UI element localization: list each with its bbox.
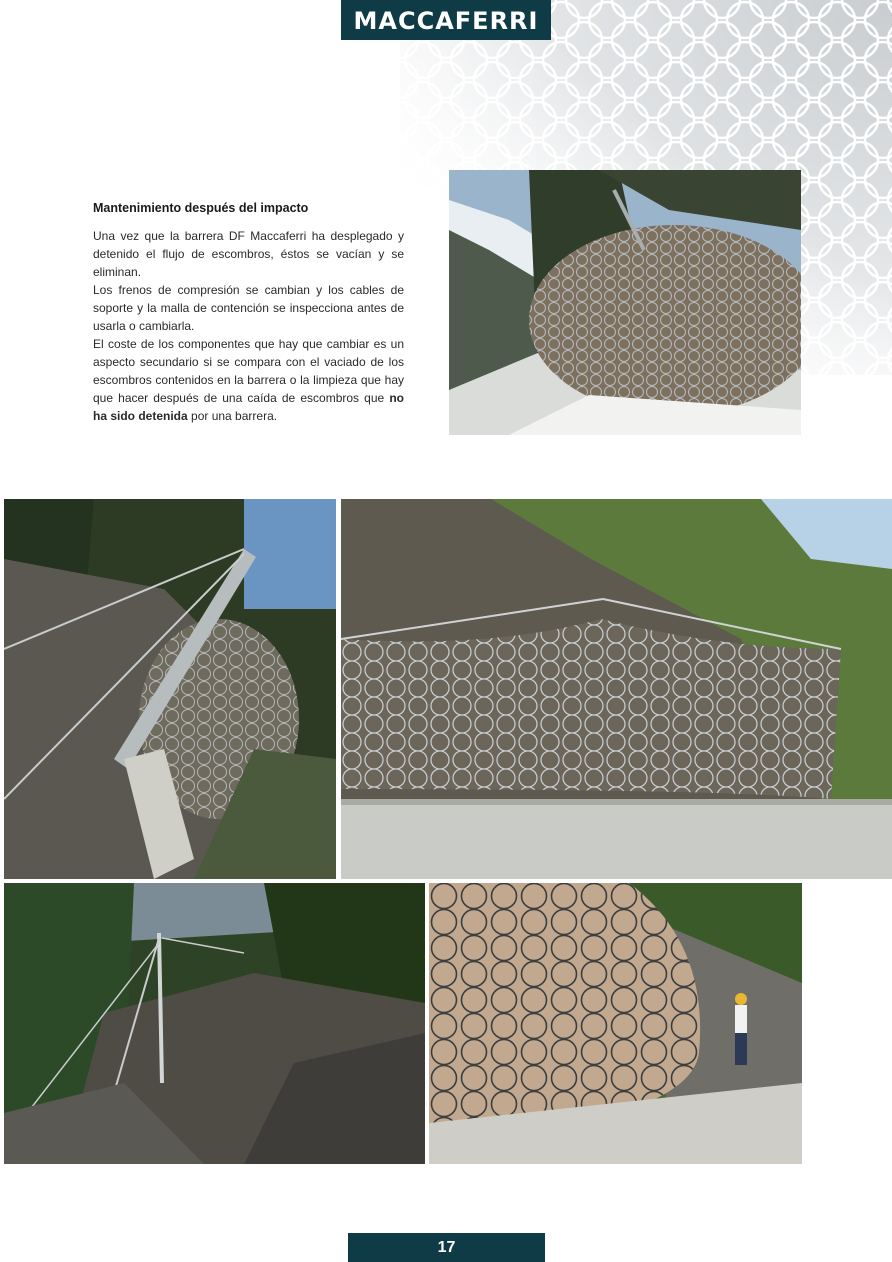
paragraph-2: Los frenos de compresión se cambian y los cables de soporte y la malla de contención se inspecciona antes de usarla o cambiarla.	[93, 283, 404, 333]
paragraph-1: Una vez que la barrera DF Maccaferri ha desplegado y detenido el flujo de escombros, éstos se vacían y se eliminan.	[93, 229, 404, 279]
paragraph-3	[93, 335, 404, 425]
maccaferri-logo: MACCAFERRI	[341, 0, 551, 40]
paragraph-3-end: por una barrera.	[187, 409, 278, 423]
photo-filled-barrier-snow	[449, 170, 801, 435]
paragraph-3-start: El coste de los componentes que hay que cambiar es un aspecto secundario si se compara con el vaciado de los escombros contenidos en la barrera o la limpieza que hay que hacer después de una caída de escombros que	[93, 337, 404, 405]
photo-barrier-posts-boulders	[4, 883, 425, 1164]
page-number: 17	[348, 1233, 545, 1262]
photo-filled-barrier-worker	[429, 883, 802, 1164]
article-body	[93, 227, 404, 425]
photo-barrier-concrete-wall	[341, 499, 892, 879]
photo-barrier-post-debris	[4, 499, 336, 879]
paragraph-3-bold: no ha sido detenida	[93, 391, 404, 423]
section-heading: Mantenimiento después del impacto	[93, 201, 309, 215]
